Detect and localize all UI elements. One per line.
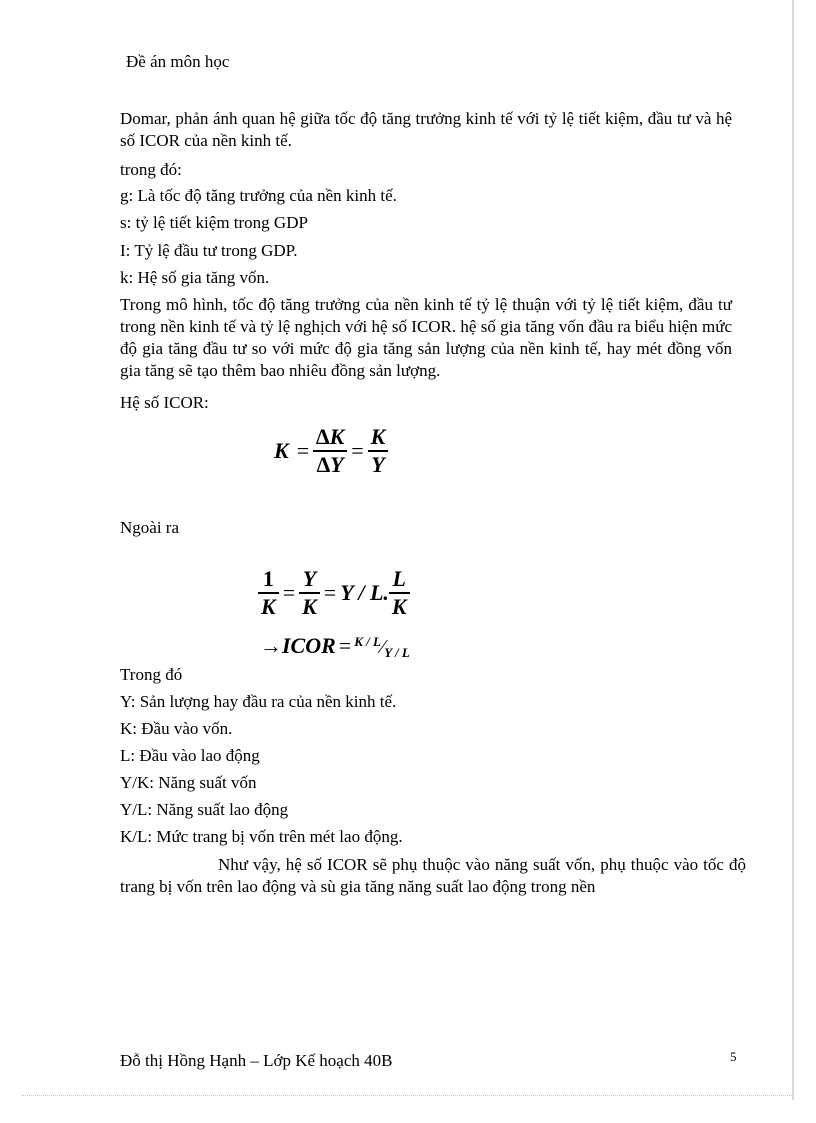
k-over-l: K / L bbox=[354, 634, 381, 649]
ratio-y: Y bbox=[371, 452, 385, 477]
l-num: L bbox=[389, 566, 410, 594]
one-over-k bbox=[258, 566, 279, 620]
icor-label: Hệ số ICOR: bbox=[120, 393, 209, 412]
y-num: Y bbox=[299, 566, 320, 594]
delta-y: ∆Y bbox=[316, 452, 344, 477]
k-den-3: K bbox=[391, 594, 407, 619]
page-edge-right bbox=[792, 0, 794, 1100]
definition-item: k: Hệ số gia tăng vốn. bbox=[120, 268, 270, 287]
y-over-l-den: Y / L bbox=[384, 645, 410, 660]
conclusion-paragraph: Như vậy, hệ số ICOR sẽ phụ thuộc vào năng suất vốn, phụ thuộc vào tốc độ trang bị vốn trên lao động và sù gia tăng năng suất lao động trong nền bbox=[120, 855, 746, 896]
definitions-lead: trong đó: bbox=[120, 160, 182, 179]
intro-paragraph bbox=[120, 108, 732, 152]
footer-author: Đỗ thị Hồng Hạnh – Lớp Kế hoạch 40B bbox=[120, 1051, 393, 1070]
definition-item: Y/L: Năng suất lao động bbox=[120, 800, 289, 819]
arrow-icon: → bbox=[260, 633, 282, 658]
besides-label: Ngoài ra bbox=[120, 518, 180, 537]
definition-item: Y: Sản lượng hay đầu ra của nền kinh tế. bbox=[120, 692, 397, 711]
formula-k-symbol: K bbox=[274, 438, 289, 463]
model-paragraph bbox=[120, 294, 732, 382]
l-over-k bbox=[389, 566, 410, 620]
definition-item: L: Đầu vào lao động bbox=[120, 746, 260, 765]
equals-sign: = bbox=[296, 438, 310, 463]
ratio-k: K bbox=[368, 424, 389, 452]
page-number: 5 bbox=[730, 1049, 737, 1064]
fraction-slash: ⁄ bbox=[380, 636, 385, 658]
k-den-2: K bbox=[302, 594, 317, 619]
ratio-fraction bbox=[368, 424, 389, 478]
one: 1 bbox=[258, 566, 279, 594]
icor-formula bbox=[270, 424, 388, 478]
icor-result-formula bbox=[260, 633, 410, 661]
definition-item: I: Tỷ lệ đầu tư trong GDP. bbox=[120, 241, 298, 260]
definitions-lead-2: Trong đó bbox=[120, 665, 183, 684]
delta-fraction bbox=[313, 424, 347, 478]
k-den: K bbox=[261, 594, 276, 619]
page-header: Đề án môn học bbox=[126, 52, 230, 71]
equals-sign: = bbox=[351, 438, 364, 463]
y-over-k bbox=[299, 566, 320, 620]
equals-sign: = bbox=[338, 633, 352, 658]
icor-symbol: ICOR bbox=[282, 633, 336, 658]
productivity-formula bbox=[258, 566, 410, 620]
delta-k: ∆K bbox=[313, 424, 347, 452]
definition-item: g: Là tốc độ tăng trưởng của nền kinh tế. bbox=[120, 186, 397, 205]
page-edge-bottom bbox=[22, 1095, 792, 1096]
equals-sign: = bbox=[282, 580, 296, 605]
equals-sign: = bbox=[323, 580, 337, 605]
definition-item: Y/K: Năng suất vốn bbox=[120, 773, 257, 792]
intro-text: Domar, phản ánh quan hệ giữa tốc độ tăng trưởng kinh tế với tỷ lệ tiết kiệm, đầu tư và hệ số ICOR của nền kinh tế. bbox=[120, 109, 732, 150]
definition-item: K/L: Mức trang bị vốn trên mét lao động. bbox=[120, 827, 403, 846]
model-text: Trong mô hình, tốc độ tăng trưởng của nền kinh tế tỷ lệ thuận với tỷ lệ tiết kiệm, đầu tư trong nền kinh tế và tỷ lệ nghịch với hệ số ICOR. hệ số gia tăng vốn đầu ra biểu hiện mức độ gia tăng đầu tư so với mức độ gia tăng sản lượng của nền kinh tế, hay mét đồng vốn gia tăng sẽ tạo thêm bao nhiêu đồng sản lượng. bbox=[120, 295, 732, 380]
definition-item: s: tỷ lệ tiết kiệm trong GDP bbox=[120, 213, 308, 232]
y-over-l: Y / L. bbox=[340, 580, 389, 605]
definition-item: K: Đầu vào vốn. bbox=[120, 719, 233, 738]
